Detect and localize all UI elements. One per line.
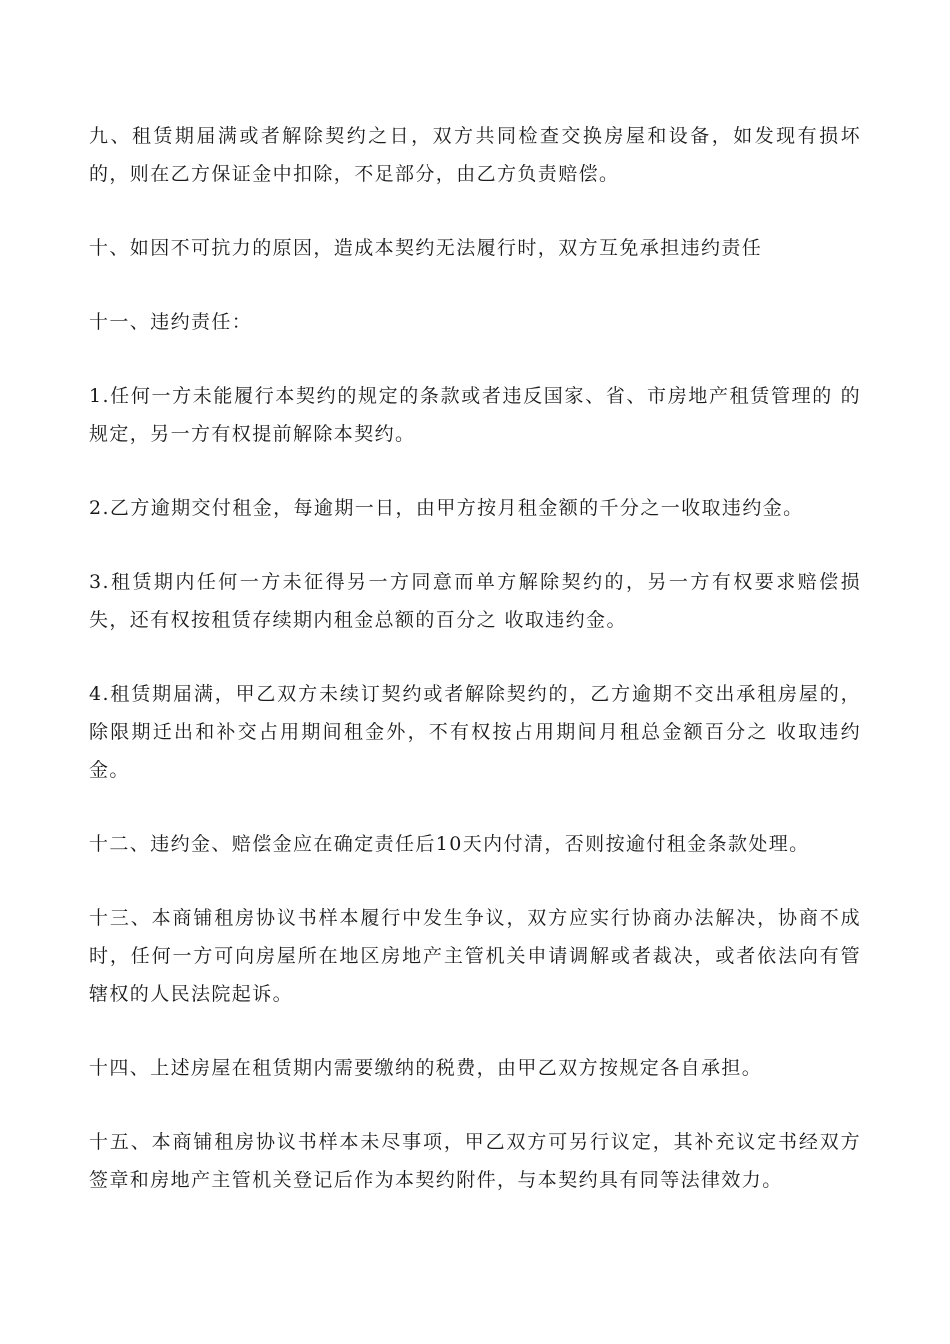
document-body [89, 117, 861, 1199]
clause-9: 九、租赁期届满或者解除契约之日，双方共同检查交换房屋和设备，如发现有损坏的，则在乙方保证金中扣除，不足部分，由乙方负责赔偿。 [89, 125, 861, 185]
clause-11-heading: 十一、违约责任： [89, 311, 253, 333]
clause-11-item-1: 1.任何一方未能履行本契约的规定的条款或者违反国家、省、市房地产租赁管理的 的规定，另一方有权提前解除本契约。 [89, 385, 861, 445]
clause-14: 十四、上述房屋在租赁期内需要缴纳的税费，由甲乙双方按规定各自承担。 [89, 1057, 763, 1079]
clause-13: 十三、本商铺租房协议书样本履行中发生争议，双方应实行协商办法解决，协商不成时，任何一方可向房屋所在地区房地产主管机关申请调解或者裁决，或者依法向有管辖权的人民法院起诉。 [89, 907, 861, 1005]
clause-10: 十、如因不可抗力的原因，造成本契约无法履行时，双方互免承担违约责任 [89, 237, 763, 259]
clause-11-item-3: 3.租赁期内任何一方未征得另一方同意而单方解除契约的，另一方有权要求赔偿损失，还有权按租赁存续期内租金总额的百分之 收取违约金。 [89, 571, 861, 631]
clause-15: 十五、本商铺租房协议书样本未尽事项，甲乙双方可另行议定，其补充议定书经双方签章和房地产主管机关登记后作为本契约附件，与本契约具有同等法律效力。 [89, 1131, 861, 1191]
clause-11-item-2: 2.乙方逾期交付租金，每逾期一日，由甲方按月租金额的千分之一收取违约金。 [89, 497, 804, 519]
clause-12: 十二、违约金、赔偿金应在确定责任后10天内付清，否则按逾付租金条款处理。 [89, 833, 810, 855]
clause-11-item-4: 4.租赁期届满，甲乙双方未续订契约或者解除契约的，乙方逾期不交出承租房屋的，除限期迁出和补交占用期间租金外，不有权按占用期间月租总金额百分之 收取违约金。 [89, 683, 861, 781]
